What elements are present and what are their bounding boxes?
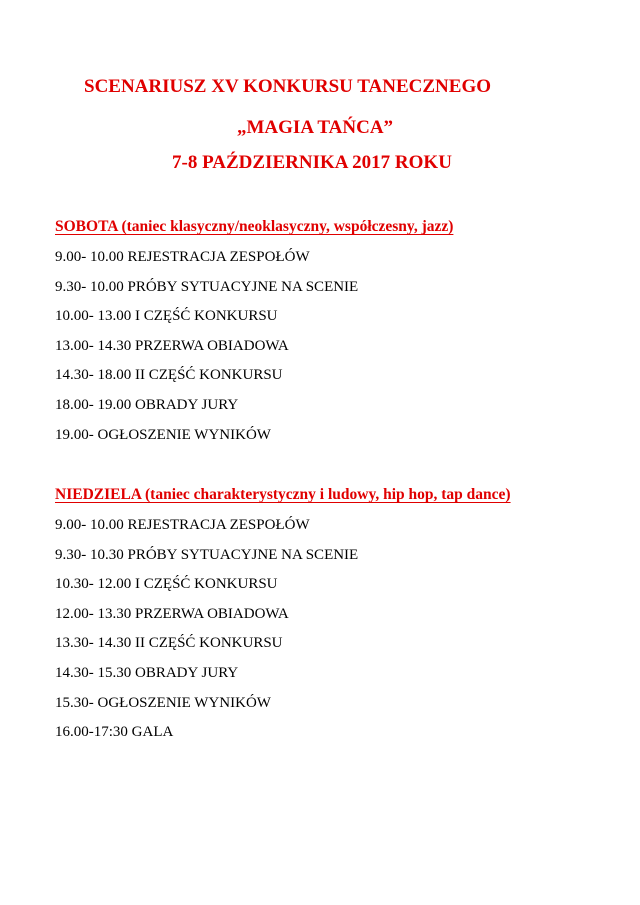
schedule-item: 14.30- 15.30 OBRADY JURY [55,664,239,681]
schedule-item: 10.30- 12.00 I CZĘŚĆ KONKURSU [55,576,278,593]
title-line-date: 7-8 PAŹDZIERNIKA 2017 ROKU [172,152,452,173]
schedule-item: 9.30- 10.00 PRÓBY SYTUACYJNE NA SCENIE [55,278,359,295]
schedule-item: 13.30- 14.30 II CZĘŚĆ KONKURSU [55,635,283,652]
schedule-item: 10.00- 13.00 I CZĘŚĆ KONKURSU [55,308,278,325]
schedule-item: 18.00- 19.00 OBRADY JURY [55,396,239,413]
schedule-item: 9.00- 10.00 REJESTRACJA ZESPOŁÓW [55,517,310,533]
schedule-item: 9.30- 10.30 PRÓBY SYTUACYJNE NA SCENIE [55,546,359,563]
saturday-heading: SOBOTA (taniec klasyczny/neoklasyczny, współczesny, jazz) [55,218,454,235]
sunday-heading: NIEDZIELA (taniec charakterystyczny i ludowy, hip hop, tap dance) [55,486,511,503]
schedule-item: 15.30- OGŁOSZENIE WYNIKÓW [55,694,271,711]
title-line-contest: SCENARIUSZ XV KONKURSU TANECZNEGO [84,76,491,97]
schedule-item: 13.00- 14.30 PRZERWA OBIADOWA [55,337,289,354]
schedule-item: 12.00- 13.30 PRZERWA OBIADOWA [55,605,289,622]
saturday-section [55,215,615,452]
schedule-item: 16.00-17:30 GALA [55,724,174,741]
title-line-name: „MAGIA TAŃCA” [237,117,394,138]
schedule-item: 9.00- 10.00 REJESTRACJA ZESPOŁÓW [55,249,310,265]
sunday-section [55,483,615,750]
schedule-item: 14.30- 18.00 II CZĘŚĆ KONKURSU [55,367,283,384]
schedule-item: 19.00- OGŁOSZENIE WYNIKÓW [55,426,271,443]
